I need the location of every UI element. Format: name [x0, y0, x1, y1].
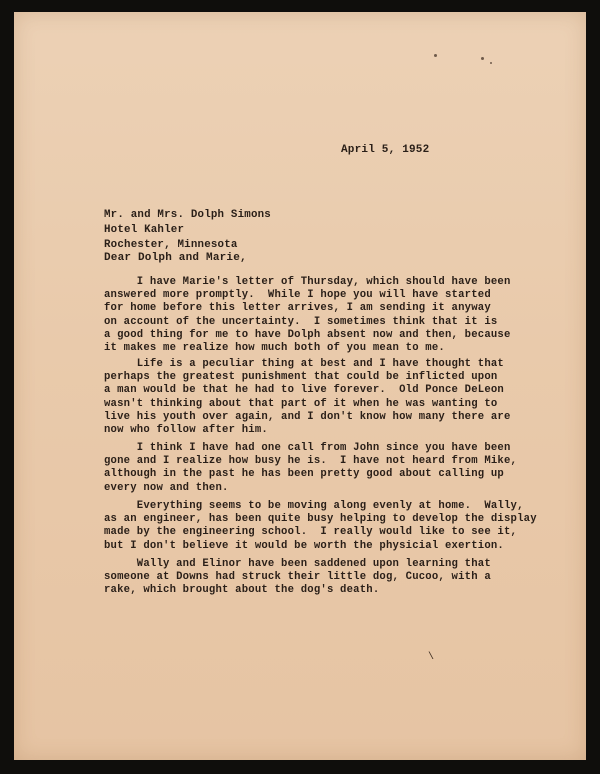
text-line: but I don't believe it would be worth the physicial exertion. — [104, 539, 504, 552]
text-line: it makes me realize how much both of you mean to me. — [104, 342, 445, 355]
text-line: although in the past he has been pretty good about calling up — [104, 468, 504, 481]
letter-date: April 5, 1952 — [341, 144, 430, 156]
text-line: I think I have had one call from John since you have been — [104, 442, 511, 454]
letter-page — [14, 12, 586, 760]
text-line: Wally and Elinor have been saddened upon learning that — [104, 558, 491, 570]
paper-speck — [481, 57, 484, 60]
text-line: a good thing for me to have Dolph absent now and then, because — [104, 328, 511, 341]
text-line: on account of the uncertainty. I sometimes think that it is — [104, 315, 498, 328]
salutation: Dear Dolph and Marie, — [104, 252, 247, 264]
address-line: Hotel Kahler — [104, 224, 185, 236]
text-line: wasn't thinking about that part of it when he was wanting to — [104, 397, 498, 410]
text-line: every now and then. — [104, 481, 229, 494]
paragraph-2 — [104, 358, 536, 437]
pencil-tick-mark: \ — [428, 652, 435, 663]
text-line: live his youth over again, and I don't know how many there are — [104, 410, 511, 423]
text-line: answered more promptly. While I hope you will have started — [104, 289, 491, 302]
recipient-address — [104, 208, 271, 253]
paper-speck — [490, 62, 492, 64]
text-line: as an engineer, has been quite busy helping to develop the display — [104, 513, 537, 526]
text-line: Life is a peculiar thing at best and I have thought that — [104, 358, 504, 370]
text-line: a man would be that he had to live forever. Old Ponce DeLeon — [104, 384, 504, 397]
text-line: now who follow after him. — [104, 424, 268, 437]
text-line: someone at Downs had struck their little dog, Cucoo, with a — [104, 571, 491, 584]
paragraph-3 — [104, 442, 536, 495]
text-line: rake, which brought about the dog's death. — [104, 584, 380, 597]
paragraph-4 — [104, 500, 536, 553]
text-line: gone and I realize how busy he is. I have not heard from Mike, — [104, 455, 518, 468]
address-line: Mr. and Mrs. Dolph Simons — [104, 209, 271, 221]
text-line: Everything seems to be moving along evenly at home. Wally, — [104, 500, 524, 512]
paragraph-5 — [104, 558, 536, 598]
text-line: made by the engineering school. I really would like to see it, — [104, 526, 518, 539]
paragraph-1 — [104, 276, 536, 355]
paper-speck — [434, 54, 437, 57]
text-line: perhaps the greatest punishment that could be inflicted upon — [104, 371, 498, 384]
address-line: Rochester, Minnesota — [104, 239, 238, 251]
text-line: for home before this letter arrives, I am sending it anyway — [104, 302, 491, 315]
text-line: I have Marie's letter of Thursday, which should have been — [104, 276, 511, 288]
